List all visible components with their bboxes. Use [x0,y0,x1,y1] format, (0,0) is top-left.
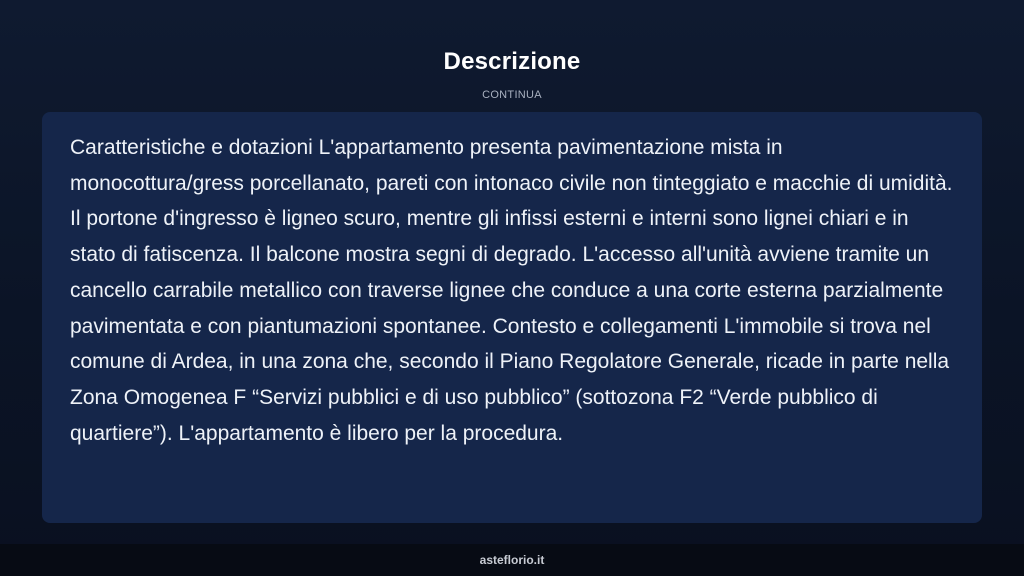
continue-link[interactable]: CONTINUA [482,89,542,101]
description-text: Caratteristiche e dotazioni L'appartamento presenta pavimentazione mista in monocottura/gress porcellanato, pareti con intonaco civile non tinteggiato e macchie di umidità. Il portone d'ingresso è ligneo scuro, mentre gli infissi esterni e interni sono lignei chiari e in stato di fatiscenza. Il balcone mostra segni di degrado. L'accesso all'unità avviene tramite un cancello carrabile metallico con traverse lignee che conduce a una corte esterna parzialmente pavimentata e con piantumazioni spontanee. Contesto e collegamenti L'immobile si trova nel comune di Ardea, in una zona che, secondo il Piano Regolatore Generale, ricade in parte nella Zona Omogenea F “Servizi pubblici e di uso pubblico” (sottozona F2 “Verde pubblico di quartiere”). L'appartamento è libero per la procedura. [70,136,953,445]
description-card [42,112,982,523]
footer-bar [0,544,1024,576]
site-name: asteflorio.it [479,553,545,567]
page-title: Descrizione [443,48,581,75]
